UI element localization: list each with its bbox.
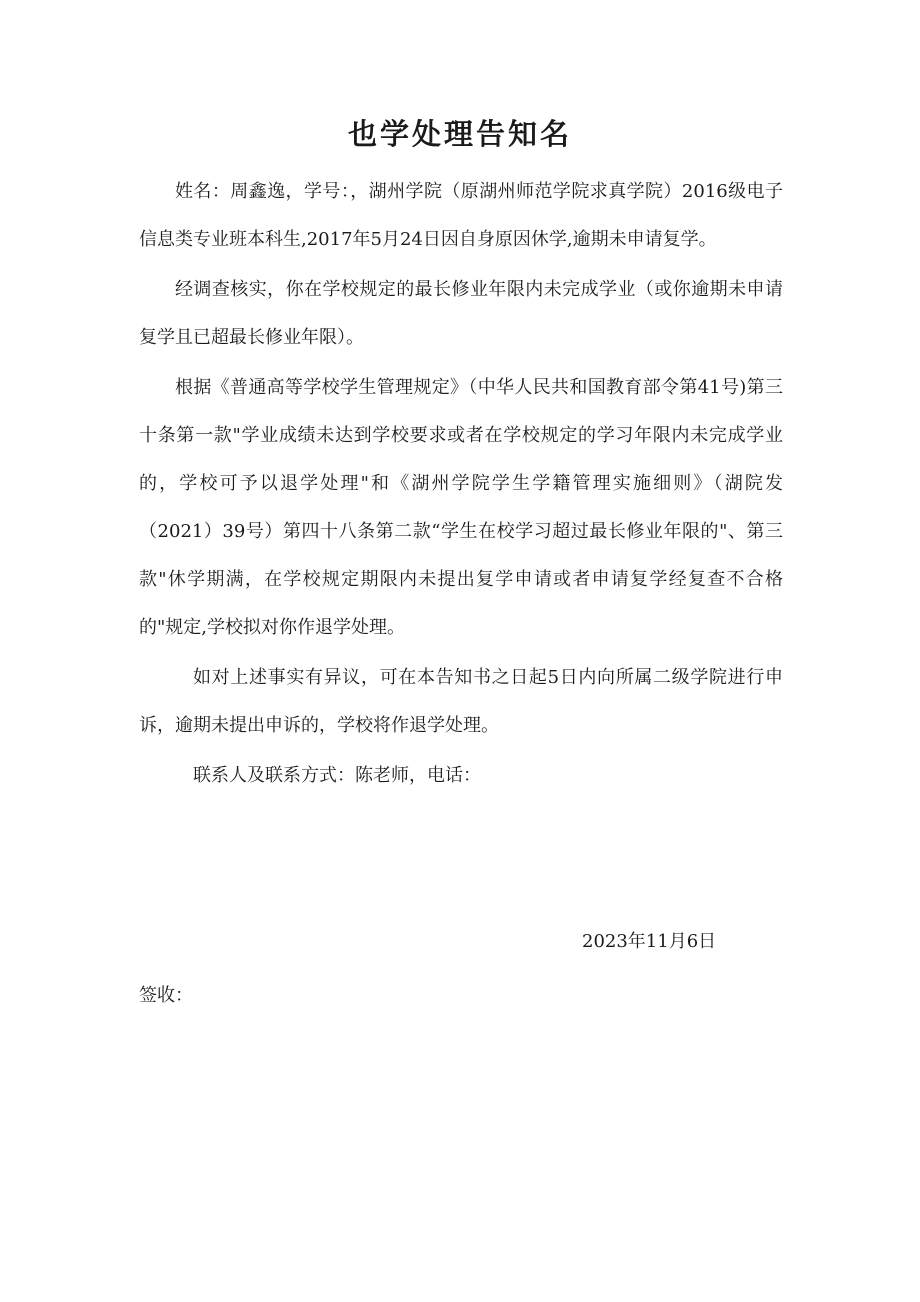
paragraph-regulation-basis: 根据《普通高等学校学生管理规定》（中华人民共和国教育部令第41号)第三十条第一款"学业成绩未达到学校要求或者在学校规定的学习年限内未完成学业的，学校可予以退学处理"和《湖州学院学生学籍管理实施细则》（湖院发（2021）39号）第四十八条第二款“学生在校学习超过最长修业年限的"、第三款"休学期满，在学校规定期限内未提出复学申请或者申请复学经复查不合格的"规定,学校拟对你作退学处理。	[139, 377, 783, 638]
document-date: 2023年11月6日	[582, 931, 717, 952]
document-title: 也学处理告知名	[347, 117, 572, 151]
paragraph-investigation: 经调查核实，你在学校规定的最长修业年限内未完成学业（或你逾期未申请复学且已超最长修业年限）。	[139, 279, 783, 348]
document-body	[139, 168, 783, 800]
signature-label: 签收：	[139, 985, 193, 1006]
paragraph-contact: 联系人及联系方式：陈老师，电话：	[193, 765, 481, 786]
paragraph-student-info: 姓名：周鑫逸，学号：，湖州学院（原湖州师范学院求真学院）2016级电子信息类专业班本科生,2017年5月24日因自身原因休学,逾期未申请复学。	[139, 181, 783, 250]
paragraph-appeal: 如对上述事实有异议，可在本告知书之日起5日内向所属二级学院进行申诉，逾期未提出申诉的，学校将作退学处理。	[139, 667, 783, 736]
